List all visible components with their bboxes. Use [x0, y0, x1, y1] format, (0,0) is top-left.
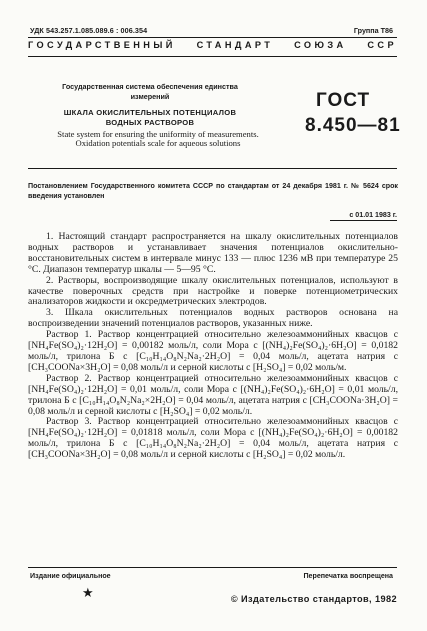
- official-edition-label: Издание официальное: [30, 572, 111, 580]
- title-rule: [28, 56, 397, 57]
- paragraph-1: 1. Настоящий стандарт распространяется на шкалу окислительных потенциалов водных растворов и устанавливает значения потенциалов окислительно-восстановительных систем в интервале минус 133 — плюс 1236 мВ при температуре 25 °С. Диапазон температур шкалы — 5—95 °С.: [28, 231, 398, 275]
- copyright-notice: © Издательство стандартов, 1982: [230, 594, 397, 604]
- body-text: [28, 232, 398, 461]
- english-line-1: State system for ensuring the uniformity of measurements.: [57, 129, 259, 139]
- footer-rule: [28, 567, 397, 568]
- solution-2: Раствор 2. Раствор концентрацией относительно железоаммонийных квасцов с [NH₄Fe(SO₄)₂·12H₂O] = 0,01 моль/л, соли Мора с [(NH₄)₂Fe(SO₄)₂·6H₂O] = 0,01 моль/л, трилона Б с [C₁₀H₁₄O₈N₂Na₂×2H₂O] = 0,04 моль/л, ацетата натрия с [CH₃COONa·3H₂O] = 0,08 моль/л и серной кислоты с [H₂SO₄] = 0,02 моль/л.: [28, 372, 398, 417]
- title-line-2: ВОДНЫХ РАСТВОРОВ: [105, 117, 195, 127]
- reprint-prohibited-label: Перепечатка воспрещена: [303, 572, 393, 580]
- paragraph-2: 2. Растворы, воспроизводящие шкалу окислительных потенциалов, используют в качестве поверочных средств при настройке и поверке потенциометрических анализаторов жидкости и оксредметрических электродов.: [28, 274, 398, 308]
- title-line-1: ШКАЛА ОКИСЛИТЕЛЬНЫХ ПОТЕНЦИАЛОВ: [63, 108, 237, 117]
- english-title: [30, 130, 286, 149]
- standard-title: ГОСУДАРСТВЕННЫЙ СТАНДАРТ СОЮЗА ССР: [28, 40, 397, 50]
- udk-code: УДК 543.257.1.085.089.6 : 006.354: [30, 26, 148, 35]
- section-rule: [28, 168, 397, 169]
- group-code: Группа Т86: [353, 26, 393, 35]
- gost-label: ГОСТ: [316, 90, 371, 111]
- solution-3: Раствор 3. Раствор концентрацией относительно железоаммонийных квасцов с [NH₄Fe(SO₄)₂·12H₂O] = 0,01818 моль/л, соли Мора с [(NH₄)₂Fe(SO₄)₂·6H₂O] = 0,00182 моль/л, трилона Б с [C₁₀H₁₄O₈N₂Na₂·2H₂O] = 0,04 моль/л, ацетата натрия с [CH₃COONa×3H₂O] = 0,08 моль/л и серной кислоты с [H₂SO₄] = 0,02 моль/л.: [28, 416, 398, 461]
- system-line-2: измерений: [130, 91, 170, 101]
- english-line-2: Oxidation potentials scale for aqueous solutions: [75, 138, 241, 149]
- solution-1: Раствор 1. Раствор концентрацией относительно железоаммонийных квасцов с [NH₄Fe(SO₄)₂·12H₂O] = 0,00182 моль/л, соли Мора с [(NH₄)₂Fe(SO₄)₂·6H₂O] = 0,0182 моль/л, трилона Б с [C₁₀H₁₄O₈N₂Na₂·2H₂O] = 0,04 моль/л, ацетата натрия с [CH₃COONa×3H₂O] = 0,08 моль/л и серной кислоты с [H₂SO₄] = 0,02 моль/м.: [28, 329, 398, 373]
- star-icon: ★: [82, 585, 94, 600]
- date-underline: [330, 220, 397, 221]
- top-rule: [28, 37, 397, 38]
- decree-text: Постановлением Государственного комитета СССР по стандартам от 24 декабря 1981 г. № 5624 срок введения установлен: [28, 182, 398, 200]
- paragraph-3: 3. Шкала окислительных потенциалов водных растворов основана на воспроизведении значений потенциалов растворов, указанных ниже.: [28, 307, 398, 330]
- system-line-1: Государственная система обеспечения единства: [62, 82, 238, 91]
- system-name: [30, 82, 270, 101]
- effective-date: с 01.01 1983 г.: [349, 211, 397, 219]
- document-title: [30, 108, 270, 127]
- gost-number: 8.450—81: [305, 115, 401, 136]
